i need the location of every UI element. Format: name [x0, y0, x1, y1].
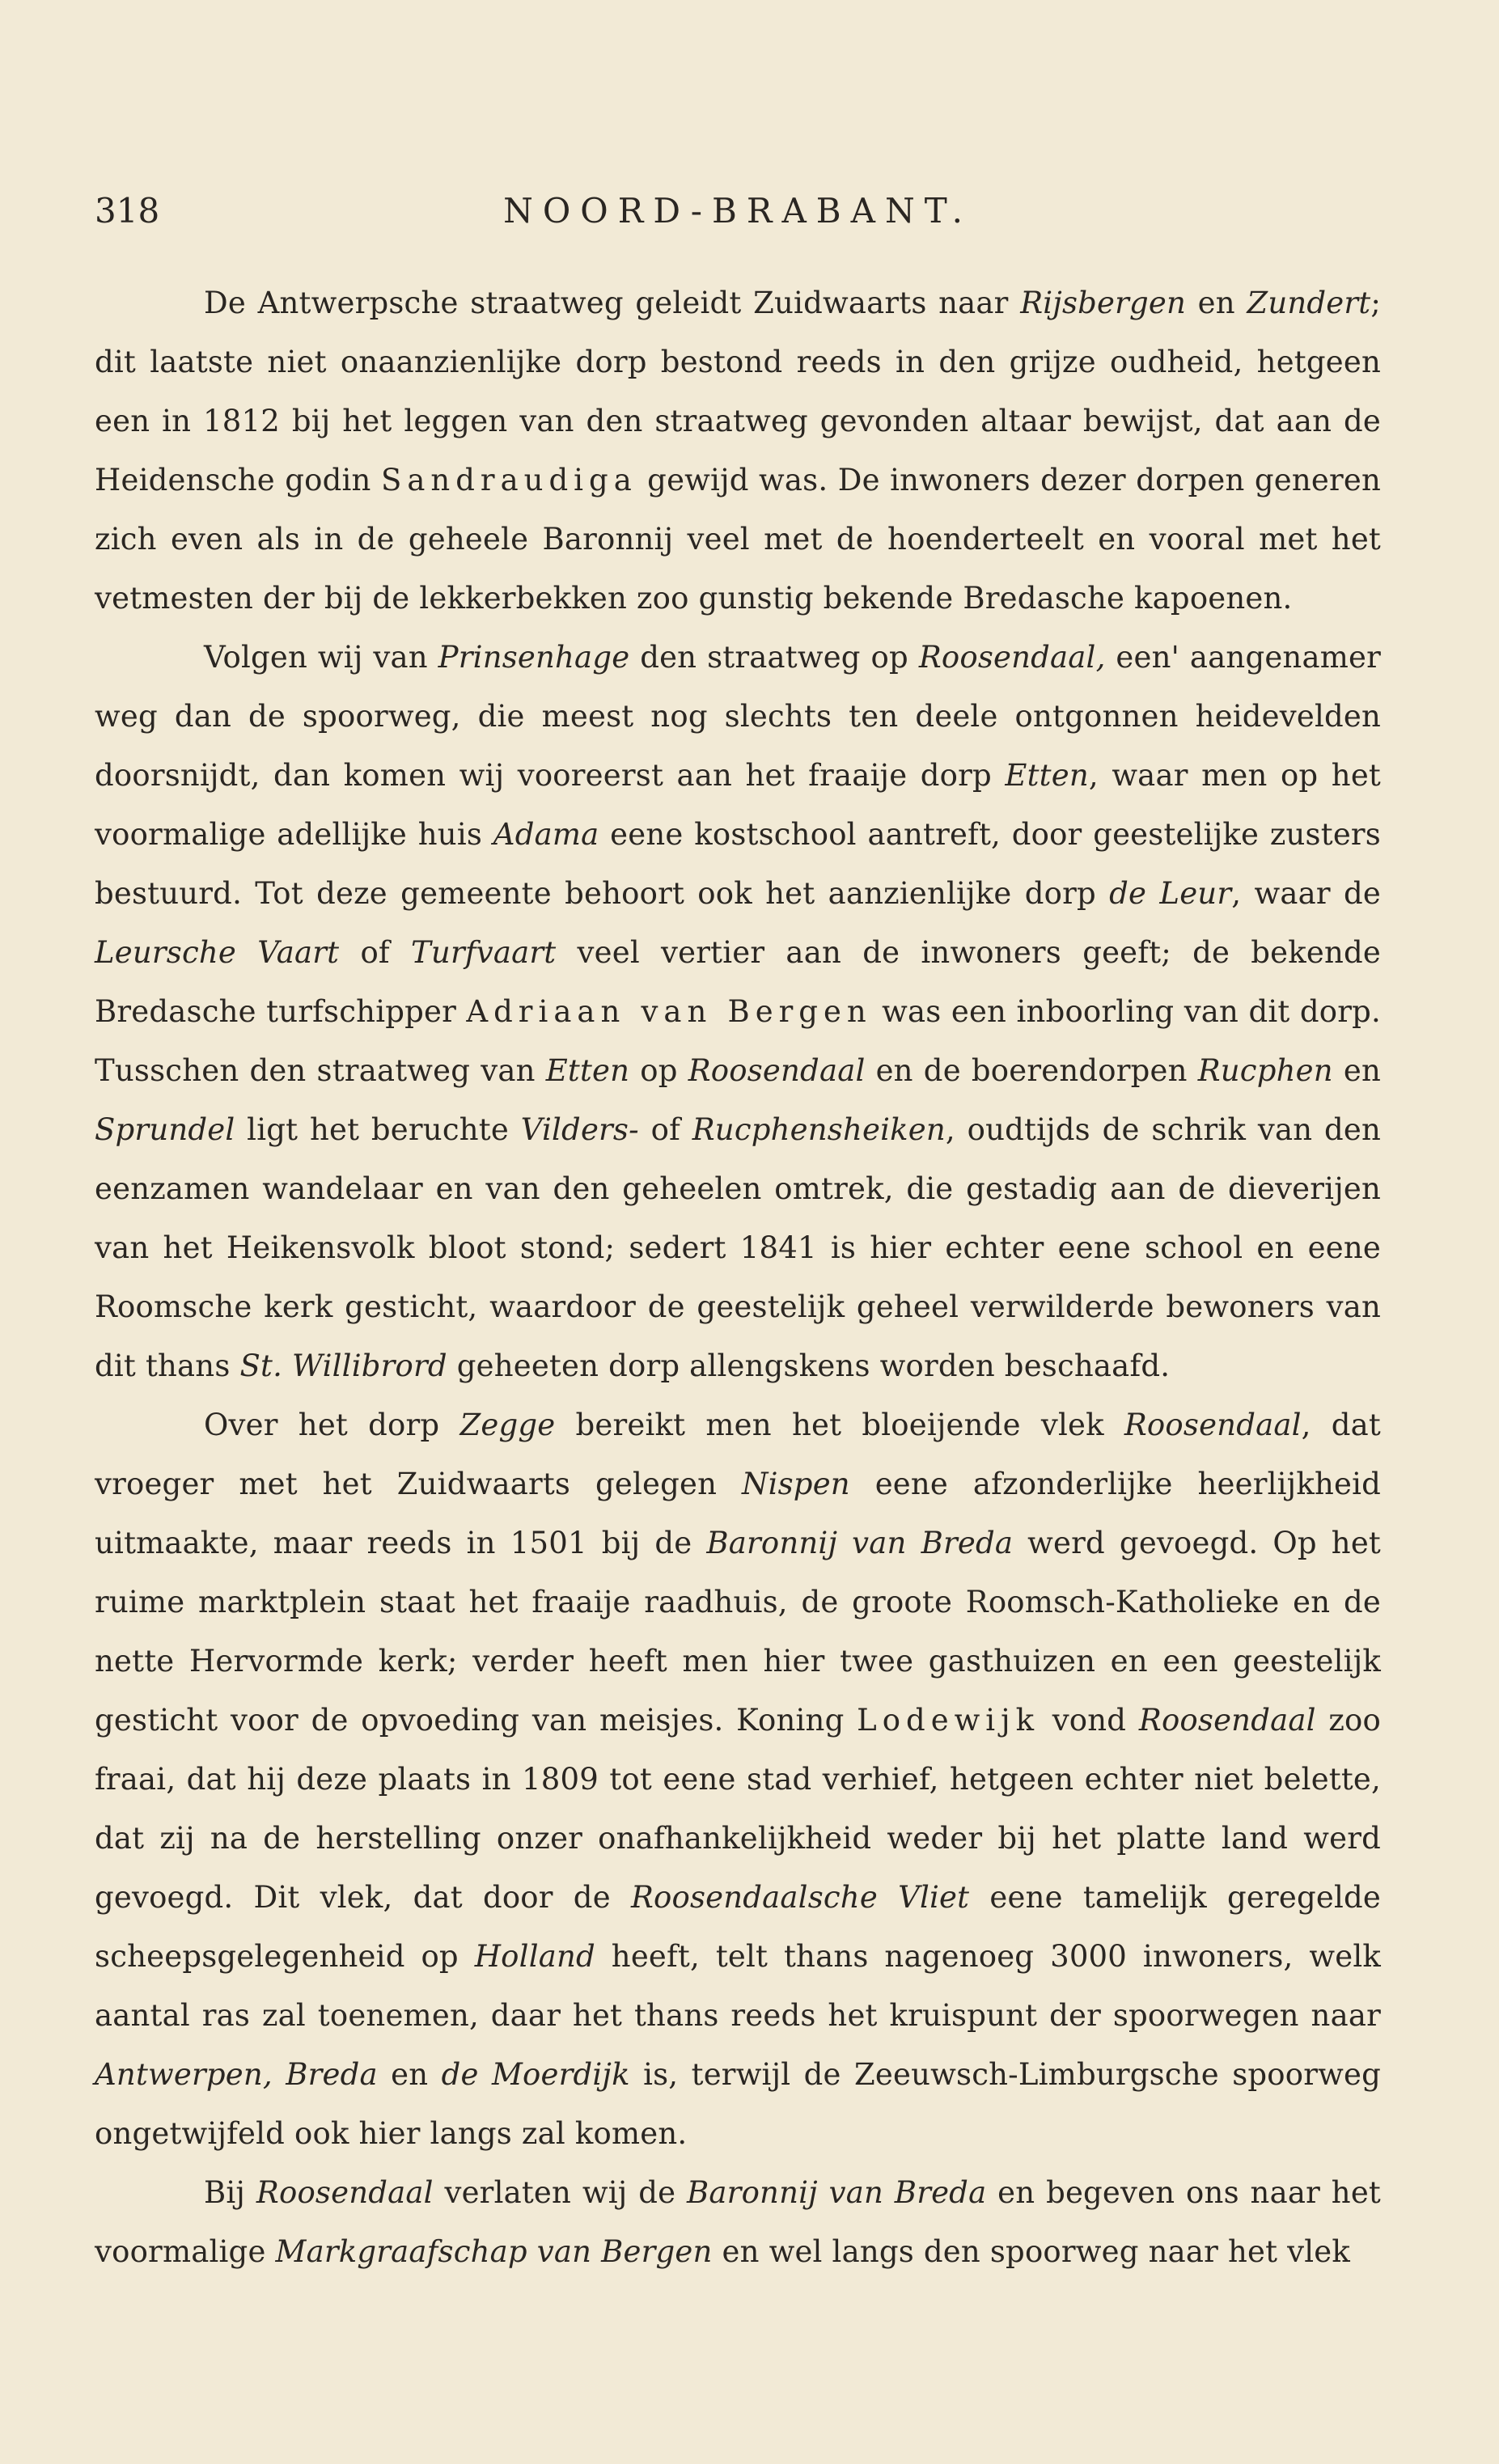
text-segment: , dat vroeger met het Zuidwaarts gelegen	[95, 1408, 1381, 1501]
paragraph	[95, 628, 1381, 1395]
text-segment: de Moerdijk	[441, 2057, 630, 2092]
text-segment: Roosendaal	[256, 2175, 434, 2210]
text-segment: Zegge	[459, 1408, 556, 1442]
text-segment: Rucphensheiken	[692, 1112, 946, 1147]
text-segment: vond	[1040, 1703, 1139, 1738]
text-segment: Antwerpen, Breda	[95, 2057, 378, 2092]
text-segment: Roosendaal	[1124, 1408, 1302, 1442]
running-title: NOORD-BRABANT.	[503, 191, 972, 231]
text-segment: en wel langs den spoorweg naar het vlek	[712, 2234, 1350, 2269]
text-segment: Over het dorp	[204, 1408, 460, 1442]
paragraph	[95, 1395, 1381, 2163]
text-segment: en	[1186, 286, 1247, 320]
body-text	[95, 273, 1381, 2281]
text-segment: Leursche Vaart	[95, 935, 340, 970]
text-segment: bereikt men het bloeijende vlek	[555, 1408, 1124, 1442]
text-segment: Markgraafschap van Bergen	[275, 2234, 713, 2269]
text-segment: Bij	[204, 2175, 256, 2210]
text-segment: Turfvaart	[411, 935, 557, 970]
page-header	[95, 182, 1381, 240]
text-segment: Sprundel	[95, 1112, 235, 1147]
text-segment: eene afzonderlijke heerlijkheid uitmaakte, maar reeds in 1501 bij de	[95, 1467, 1381, 1560]
text-segment: Nispen	[742, 1467, 850, 1501]
text-segment: en begeven ons naar het voormalige	[95, 2175, 1381, 2269]
text-segment: , waar de	[1231, 876, 1381, 911]
text-segment: en	[377, 2057, 442, 2092]
text-segment: eene tamelijk geregelde scheepsgelegenheid op	[95, 1880, 1382, 1974]
text-segment: een' aangenamer weg dan de spoorweg, die meest nog slechts ten deele ontgonnen heidevelden doorsnijdt, dan komen wij vooreerst aan het fraaije dorp	[95, 640, 1381, 793]
text-segment: de Leur	[1109, 876, 1232, 911]
text-segment: Adama	[493, 817, 599, 852]
text-segment: gewijd was. De inwoners dezer dorpen generen zich even als in de geheele Baronnij veel met de hoenderteelt en vooral met het vetmesten der bij de lekkerbekken zoo gunstig bekende Bredasche kapoenen.	[95, 463, 1382, 616]
text-segment: , oudtijds de schrik van den eenzamen wandelaar en van den geheelen omtrek, die gestadig aan de dieverijen van het Heikensvolk bloot stond; sedert 1841 is hier echter eene school en eene Roomsche kerk gesticht, waardoor de geestelijk geheel verwilderde bewoners van dit thans	[95, 1112, 1382, 1383]
text-segment: Rijsbergen	[1020, 286, 1187, 320]
paragraph	[95, 273, 1381, 628]
text-segment: op	[629, 1053, 688, 1088]
text-segment: werd gevoegd. Op het ruime marktplein staat het fraaije raadhuis, de groote Roomsch-Katholieke en de nette Hervormde kerk; verder heeft men hier twee gasthuizen en een geestelijk gesticht voor de opvoeding van meisjes. Koning	[95, 1526, 1381, 1738]
page-number: 318	[95, 191, 160, 231]
text-segment: Prinsenhage	[438, 640, 630, 675]
text-segment: veel vertier aan de inwoners geeft; de bekende Bredasche turfschipper	[95, 935, 1382, 1029]
text-segment: Sandraudiga	[381, 463, 637, 497]
text-segment: Roosendaal	[688, 1053, 866, 1088]
text-segment: geheeten dorp allengskens worden beschaafd.	[447, 1348, 1171, 1383]
text-segment: Etten	[1005, 758, 1089, 793]
paragraph	[95, 2163, 1381, 2281]
text-segment: Roosendaal	[1138, 1703, 1316, 1738]
text-segment: eene kostschool aantreft, door geestelijke zusters bestuurd. Tot deze gemeente behoort ook het aanzienlijke dorp	[95, 817, 1381, 911]
text-segment: Lodewijk	[857, 1703, 1040, 1738]
text-segment: Roosendaalsche Vliet	[630, 1880, 970, 1915]
text-segment: heeft, telt thans nagenoeg 3000 inwoners, welk aantal ras zal toenemen, daar het thans reeds het kruispunt der spoorwegen naar	[95, 1939, 1382, 2033]
text-segment: zoo fraai, dat hij deze plaats in 1809 tot eene stad verhief, hetgeen echter niet belette, dat zij na de herstelling onzer onafhankelijkheid weder bij het platte land werd gevoegd. Dit vlek, dat door de	[95, 1703, 1381, 1915]
text-segment: was een inboorling van dit dorp. Tusschen den straatweg van	[95, 994, 1381, 1088]
text-segment: of	[638, 1112, 692, 1147]
text-segment: Etten	[545, 1053, 630, 1088]
text-segment: Volgen wij van	[204, 640, 438, 675]
text-segment: Adriaan van Bergen	[466, 994, 872, 1029]
text-segment: Zundert	[1247, 286, 1371, 320]
text-segment: St. Willibrord	[239, 1348, 447, 1383]
text-segment: Baronnij van Breda	[706, 1526, 1014, 1560]
text-segment: ; dit laatste niet onaanzienlijke dorp bestond reeds in den grijze oudheid, hetgeen een in 1812 bij het leggen van den straatweg gevonden altaar bewijst, dat aan de Heidensche godin	[95, 286, 1381, 497]
text-segment: is, terwijl de Zeeuwsch-Limburgsche spoorweg ongetwijfeld ook hier langs zal komen.	[95, 2057, 1381, 2151]
text-segment: en de boerendorpen	[865, 1053, 1198, 1088]
text-segment: Holland	[474, 1939, 595, 1974]
text-segment: ligt het beruchte	[235, 1112, 521, 1147]
text-segment: verlaten wij de	[433, 2175, 688, 2210]
text-segment: Vilders-	[520, 1112, 639, 1147]
text-segment: , waar men op het voormalige adellijke huis	[95, 758, 1381, 852]
text-segment: De Antwerpsche straatweg geleidt Zuidwaarts naar	[204, 286, 1021, 320]
text-segment: Baronnij van Breda	[687, 2175, 987, 2210]
text-segment: Roosendaal,	[918, 640, 1106, 675]
text-segment: den straatweg op	[629, 640, 919, 675]
text-segment: en	[1332, 1053, 1381, 1088]
text-segment: of	[339, 935, 412, 970]
text-segment: Rucphen	[1197, 1053, 1333, 1088]
